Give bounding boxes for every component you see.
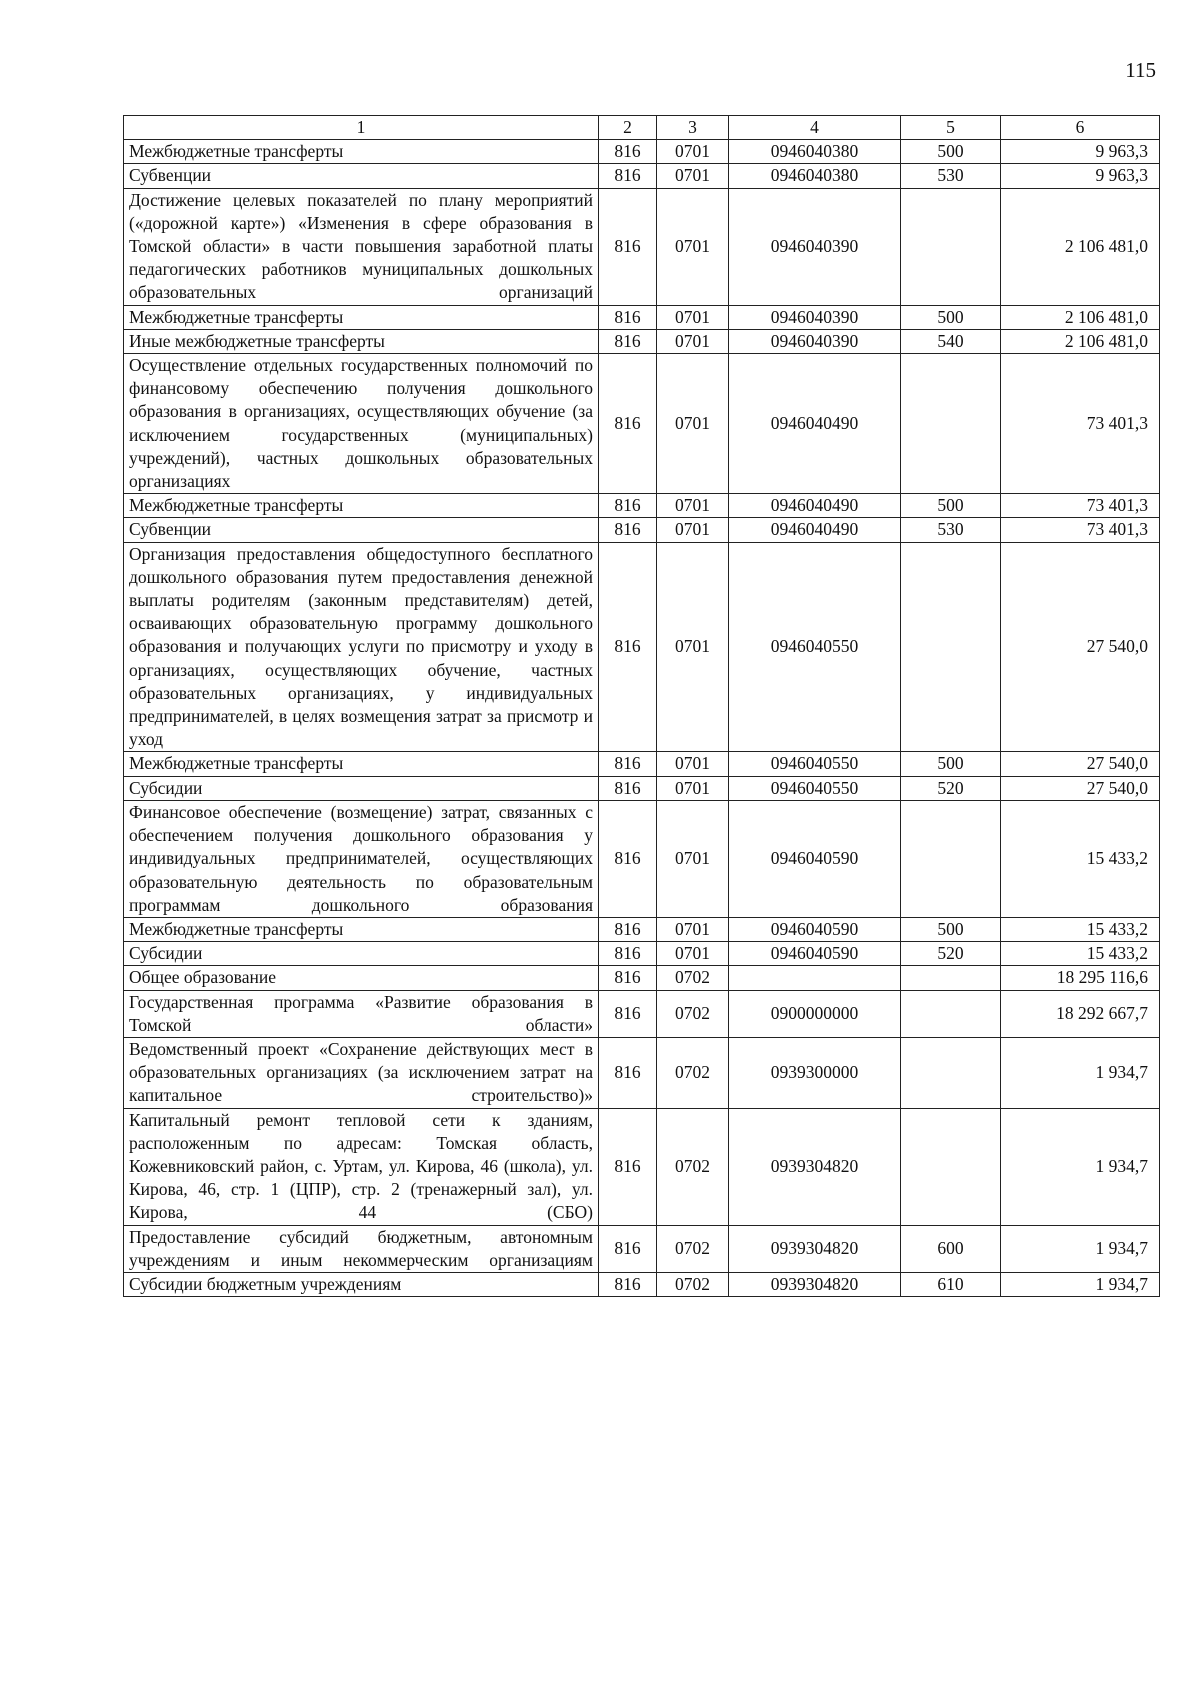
cell-ministry-code: 816 <box>599 542 657 752</box>
cell-section-code: 0701 <box>657 752 729 776</box>
cell-target-article: 0946040390 <box>729 188 901 305</box>
cell-ministry-code: 816 <box>599 966 657 990</box>
cell-section-code: 0702 <box>657 1037 729 1108</box>
cell-name: Капитальный ремонт тепловой сети к зданиям, расположенным по адресам: Томская область, Кожевниковский район, с. Уртам, ул. Кирова, 46 (школа), ул. Кирова, 46, стр. 1 (ЦПР), стр. 2 (тренажерный зал), ул. Кирова, 44 (СБО) <box>124 1108 599 1225</box>
cell-ministry-code: 816 <box>599 917 657 941</box>
cell-ministry-code: 816 <box>599 776 657 800</box>
cell-ministry-code: 816 <box>599 990 657 1037</box>
cell-section-code: 0702 <box>657 966 729 990</box>
cell-ministry-code: 816 <box>599 1108 657 1225</box>
table-row <box>124 752 1160 776</box>
cell-expense-type: 500 <box>901 752 1001 776</box>
table-row <box>124 140 1160 164</box>
cell-ministry-code: 816 <box>599 354 657 494</box>
cell-amount: 18 295 116,6 <box>1001 966 1160 990</box>
cell-amount: 18 292 667,7 <box>1001 990 1160 1037</box>
cell-ministry-code: 816 <box>599 164 657 188</box>
cell-target-article: 0946040380 <box>729 140 901 164</box>
cell-section-code: 0701 <box>657 542 729 752</box>
cell-target-article: 0946040380 <box>729 164 901 188</box>
table-header-row <box>124 116 1160 140</box>
cell-amount: 1 934,7 <box>1001 1225 1160 1272</box>
table-row <box>124 1108 1160 1225</box>
cell-ministry-code: 816 <box>599 518 657 542</box>
cell-target-article: 0946040490 <box>729 494 901 518</box>
cell-expense-type <box>901 966 1001 990</box>
cell-section-code: 0701 <box>657 800 729 917</box>
cell-section-code: 0701 <box>657 164 729 188</box>
cell-amount: 27 540,0 <box>1001 542 1160 752</box>
cell-name: Межбюджетные трансферты <box>124 752 599 776</box>
cell-target-article <box>729 966 901 990</box>
table-row <box>124 942 1160 966</box>
cell-target-article: 0946040490 <box>729 518 901 542</box>
cell-expense-type: 520 <box>901 776 1001 800</box>
cell-section-code: 0701 <box>657 494 729 518</box>
cell-section-code: 0702 <box>657 990 729 1037</box>
cell-target-article: 0946040590 <box>729 917 901 941</box>
cell-section-code: 0701 <box>657 942 729 966</box>
cell-target-article: 0946040390 <box>729 329 901 353</box>
cell-ministry-code: 816 <box>599 1272 657 1296</box>
cell-expense-type <box>901 1108 1001 1225</box>
cell-target-article: 0939304820 <box>729 1108 901 1225</box>
cell-expense-type: 610 <box>901 1272 1001 1296</box>
table-row <box>124 990 1160 1037</box>
cell-name: Субсидии <box>124 942 599 966</box>
cell-expense-type <box>901 800 1001 917</box>
cell-section-code: 0702 <box>657 1108 729 1225</box>
cell-section-code: 0701 <box>657 305 729 329</box>
cell-amount: 2 106 481,0 <box>1001 188 1160 305</box>
cell-expense-type: 500 <box>901 494 1001 518</box>
cell-name: Межбюджетные трансферты <box>124 305 599 329</box>
header-cell: 4 <box>729 116 901 140</box>
table-row <box>124 1225 1160 1272</box>
cell-target-article: 0939304820 <box>729 1225 901 1272</box>
cell-amount: 9 963,3 <box>1001 140 1160 164</box>
cell-expense-type <box>901 354 1001 494</box>
cell-amount: 27 540,0 <box>1001 776 1160 800</box>
cell-target-article: 0946040550 <box>729 542 901 752</box>
cell-expense-type: 500 <box>901 305 1001 329</box>
cell-target-article: 0946040390 <box>729 305 901 329</box>
cell-ministry-code: 816 <box>599 942 657 966</box>
cell-section-code: 0701 <box>657 518 729 542</box>
cell-ministry-code: 816 <box>599 494 657 518</box>
table-row <box>124 329 1160 353</box>
cell-section-code: 0702 <box>657 1272 729 1296</box>
table-row <box>124 917 1160 941</box>
cell-section-code: 0702 <box>657 1225 729 1272</box>
cell-amount: 2 106 481,0 <box>1001 329 1160 353</box>
header-cell: 2 <box>599 116 657 140</box>
cell-section-code: 0701 <box>657 188 729 305</box>
cell-amount: 15 433,2 <box>1001 800 1160 917</box>
cell-target-article: 0946040550 <box>729 776 901 800</box>
cell-expense-type <box>901 188 1001 305</box>
table-row <box>124 188 1160 305</box>
table-row <box>124 800 1160 917</box>
cell-name: Достижение целевых показателей по плану мероприятий («дорожной карте») «Изменения в сфере образования в Томской области» в части повышения заработной платы педагогических работников муниципальных дошкольных образовательных организаций <box>124 188 599 305</box>
cell-ministry-code: 816 <box>599 305 657 329</box>
cell-amount: 73 401,3 <box>1001 354 1160 494</box>
cell-amount: 9 963,3 <box>1001 164 1160 188</box>
cell-target-article: 0946040590 <box>729 942 901 966</box>
cell-section-code: 0701 <box>657 776 729 800</box>
table-row <box>124 164 1160 188</box>
table-row <box>124 305 1160 329</box>
cell-name: Субсидии <box>124 776 599 800</box>
cell-ministry-code: 816 <box>599 140 657 164</box>
cell-expense-type: 600 <box>901 1225 1001 1272</box>
cell-expense-type: 530 <box>901 164 1001 188</box>
cell-ministry-code: 816 <box>599 800 657 917</box>
cell-target-article: 0946040550 <box>729 752 901 776</box>
cell-expense-type: 500 <box>901 917 1001 941</box>
cell-amount: 27 540,0 <box>1001 752 1160 776</box>
cell-name: Межбюджетные трансферты <box>124 140 599 164</box>
table-row <box>124 494 1160 518</box>
cell-amount: 15 433,2 <box>1001 917 1160 941</box>
cell-section-code: 0701 <box>657 354 729 494</box>
cell-name: Межбюджетные трансферты <box>124 494 599 518</box>
cell-target-article: 0946040590 <box>729 800 901 917</box>
cell-name: Субвенции <box>124 164 599 188</box>
header-cell: 6 <box>1001 116 1160 140</box>
page-number: 115 <box>1125 58 1156 82</box>
cell-name: Субвенции <box>124 518 599 542</box>
cell-amount: 1 934,7 <box>1001 1108 1160 1225</box>
cell-name: Предоставление субсидий бюджетным, автономным учреждениям и иным некоммерческим организациям <box>124 1225 599 1272</box>
cell-ministry-code: 816 <box>599 188 657 305</box>
cell-amount: 73 401,3 <box>1001 494 1160 518</box>
cell-expense-type <box>901 1037 1001 1108</box>
cell-ministry-code: 816 <box>599 329 657 353</box>
cell-amount: 73 401,3 <box>1001 518 1160 542</box>
cell-name: Организация предоставления общедоступного бесплатного дошкольного образования путем предоставления денежной выплаты родителям (законным представителям) детей, осваивающих образовательную программу дошкольного образования и получающих услуги по присмотру и уходу в организациях, осуществляющих обучение, частных образовательных организациях, у индивидуальных предпринимателей, в целях возмещения затрат за присмотр и уход <box>124 542 599 752</box>
cell-expense-type <box>901 542 1001 752</box>
cell-name: Государственная программа «Развитие образования в Томской области» <box>124 990 599 1037</box>
cell-amount: 1 934,7 <box>1001 1037 1160 1108</box>
header-cell: 1 <box>124 116 599 140</box>
cell-name: Финансовое обеспечение (возмещение) затрат, связанных с обеспечением получения дошкольного образования у индивидуальных предпринимателей, осуществляющих образовательную деятельность по образовательным программам дошкольного образования <box>124 800 599 917</box>
cell-expense-type <box>901 990 1001 1037</box>
cell-expense-type: 530 <box>901 518 1001 542</box>
cell-expense-type: 540 <box>901 329 1001 353</box>
cell-name: Осуществление отдельных государственных полномочий по финансовому обеспечению получения дошкольного образования в организациях, осуществляющих обучение (за исключением государственных (муниципальных) учреждений), частных дошкольных образовательных организациях <box>124 354 599 494</box>
cell-name: Общее образование <box>124 966 599 990</box>
table-row <box>124 776 1160 800</box>
table-row <box>124 518 1160 542</box>
table-row <box>124 966 1160 990</box>
header-cell: 3 <box>657 116 729 140</box>
cell-target-article: 0946040490 <box>729 354 901 494</box>
cell-target-article: 0939300000 <box>729 1037 901 1108</box>
cell-section-code: 0701 <box>657 140 729 164</box>
table-body <box>124 116 1160 1297</box>
table-row <box>124 1037 1160 1108</box>
cell-target-article: 0900000000 <box>729 990 901 1037</box>
cell-name: Ведомственный проект «Сохранение действующих мест в образовательных организациях (за исключением затрат на капитальное строительство)» <box>124 1037 599 1108</box>
table-row <box>124 1272 1160 1296</box>
budget-table <box>123 115 1160 1297</box>
header-cell: 5 <box>901 116 1001 140</box>
cell-name: Межбюджетные трансферты <box>124 917 599 941</box>
cell-target-article: 0939304820 <box>729 1272 901 1296</box>
cell-ministry-code: 816 <box>599 1037 657 1108</box>
cell-section-code: 0701 <box>657 329 729 353</box>
cell-amount: 2 106 481,0 <box>1001 305 1160 329</box>
cell-name: Иные межбюджетные трансферты <box>124 329 599 353</box>
cell-section-code: 0701 <box>657 917 729 941</box>
table-row <box>124 542 1160 752</box>
cell-ministry-code: 816 <box>599 1225 657 1272</box>
cell-ministry-code: 816 <box>599 752 657 776</box>
cell-amount: 15 433,2 <box>1001 942 1160 966</box>
table-row <box>124 354 1160 494</box>
cell-expense-type: 520 <box>901 942 1001 966</box>
cell-name: Субсидии бюджетным учреждениям <box>124 1272 599 1296</box>
cell-expense-type: 500 <box>901 140 1001 164</box>
cell-amount: 1 934,7 <box>1001 1272 1160 1296</box>
